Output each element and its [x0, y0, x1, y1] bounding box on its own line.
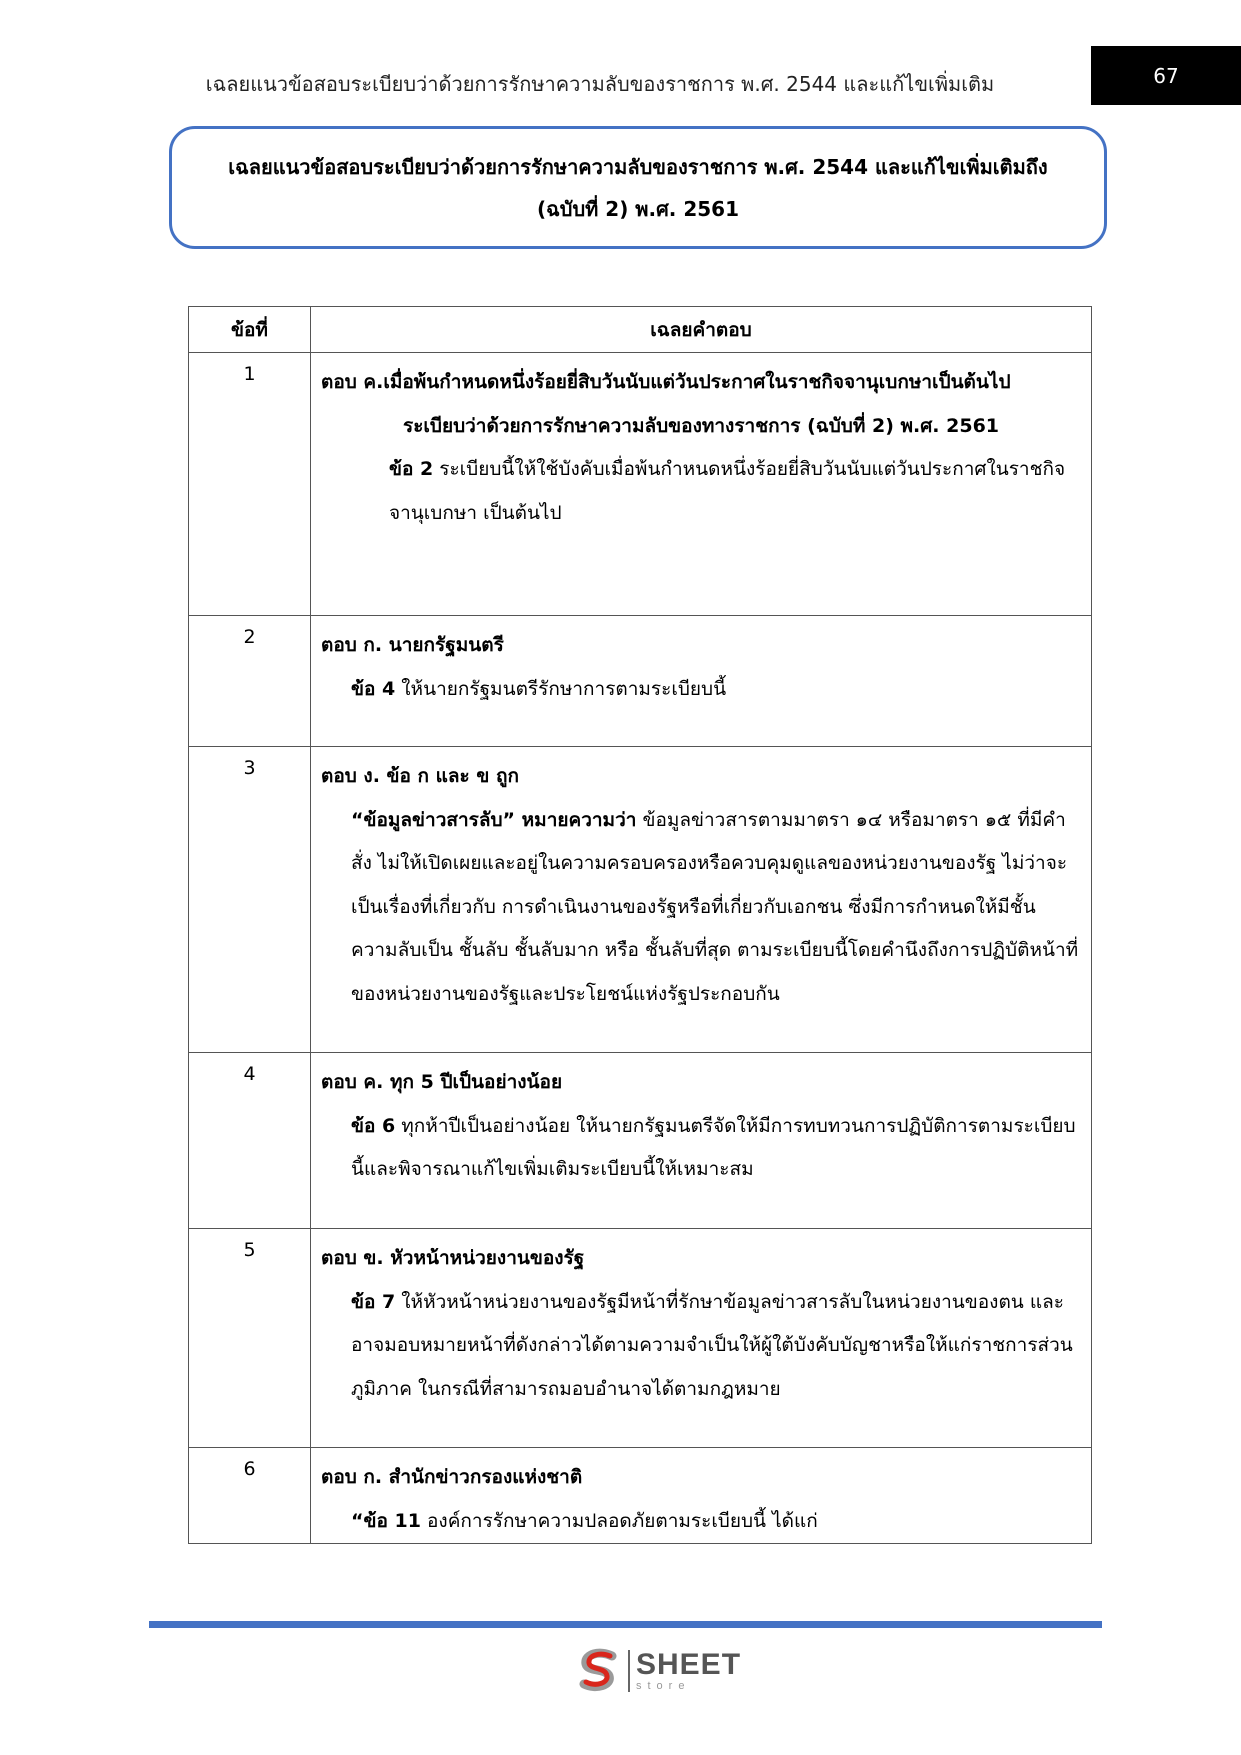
row-answer-cell [311, 1053, 1092, 1229]
table-row [189, 1448, 1092, 1544]
footer-divider [149, 1621, 1102, 1628]
explanation [321, 1281, 1081, 1412]
sheet-store-logo [576, 1647, 746, 1695]
table-row [189, 1053, 1092, 1229]
logo-separator [628, 1650, 630, 1692]
row-answer-cell [311, 1448, 1092, 1544]
page-number: 67 [1091, 46, 1241, 105]
row-number: 3 [189, 747, 311, 1053]
row-answer-cell [311, 616, 1092, 747]
running-header: เฉลยแนวข้อสอบระเบียบว่าด้วยการรักษาความลับของราชการ พ.ศ. 2544 และแก้ไขเพิ่มเติม [205, 72, 995, 96]
answer-choice: ตอบ ข. หัวหน้าหน่วยงานของรัฐ [321, 1247, 585, 1269]
clause-label: “ข้อมูลข่าวสารลับ” หมายความว่า [351, 808, 637, 831]
table-row [189, 616, 1092, 747]
table-header-row [189, 307, 1092, 353]
answer-choice: ตอบ ก. สำนักข่าวกรองแห่งชาติ [321, 1466, 583, 1488]
answer-choice: ตอบ ค. ทุก 5 ปีเป็นอย่างน้อย [321, 1071, 563, 1093]
explanation-text: ทุกห้าปีเป็นอย่างน้อย ให้นายกรัฐมนตรีจัดให้มีการทบทวนการปฏิบัติการตามระเบียบนี้และพิจารณาแก้ไขเพิ่มเติมระเบียบนี้ให้เหมาะสม [351, 1114, 1076, 1180]
logo-sub-text: store [636, 1680, 691, 1692]
logo-wordmark [636, 1650, 741, 1692]
table-row [189, 1229, 1092, 1448]
explanation-text: ข้อมูลข่าวสารตามมาตรา ๑๔ หรือมาตรา ๑๕ ที่มีคำสั่ง ไม่ให้เปิดเผยและอยู่ในความครอบครองหรือควบคุมดูแลของหน่วยงานของรัฐ ไม่ว่าจะเป็นเรื่องที่เกี่ยวกับ การดำเนินงานของรัฐหรือที่เกี่ยวกับเอกชน ซึ่งมีการกำหนดให้มีชั้นความลับเป็น ชั้นลับ ชั้นลับมาก หรือ ชั้นลับที่สุด ตามระเบียบนี้โดยคำนึงถึงการปฏิบัติหน้าที่ของหน่วยงานของรัฐและประโยชน์แห่งรัฐประกอบกัน [351, 808, 1079, 1005]
regulation-heading: ระเบียบว่าด้วยการรักษาความลับของทางราชการ (ฉบับที่ 2) พ.ศ. 2561 [402, 414, 1000, 437]
explanation-text: องค์การรักษาความปลอดภัยตามระเบียบนี้ ได้แก่ [420, 1509, 818, 1532]
explanation-text: ให้นายกรัฐมนตรีรักษาการตามระเบียบนี้ [395, 677, 727, 700]
explanation [321, 448, 1081, 535]
explanation [321, 668, 1081, 712]
clause-label: ข้อ 2 [389, 458, 434, 480]
answer-choice: ตอบ ง. ข้อ ก และ ข ถูก [321, 765, 519, 787]
row-answer-cell [311, 747, 1092, 1053]
answer-choice: ตอบ ค.เมื่อพ้นกำหนดหนึ่งร้อยยี่สิบวันนับแต่วันประกาศในราชกิจจานุเบกษาเป็นต้นไป [321, 371, 1011, 393]
header-answer: เฉลยคำตอบ [311, 307, 1092, 353]
explanation [321, 1105, 1081, 1192]
clause-label: ข้อ 11 [363, 1509, 421, 1532]
title-line-2: (ฉบับที่ 2) พ.ศ. 2561 [536, 196, 740, 221]
table-row [189, 353, 1092, 616]
explanation-text: ให้หัวหน้าหน่วยงานของรัฐมีหน้าที่รักษาข้อมูลข่าวสารลับในหน่วยงานของตน และอาจมอบหมายหน้าที่ดังกล่าวได้ตามความจำเป็นให้ผู้ใต้บังคับบัญชาหรือให้แก่ราชการส่วนภูมิภาค ในกรณีที่สามารถมอบอำนาจได้ตามกฎหมาย [351, 1290, 1073, 1400]
quote-mark: “ [351, 1509, 364, 1532]
logo-s-icon [576, 1648, 622, 1694]
row-number: 5 [189, 1229, 311, 1448]
table-row [189, 747, 1092, 1053]
explanation-text: ระเบียบนี้ให้ใช้บังคับเมื่อพ้นกำหนดหนึ่งร้อยยี่สิบวันนับแต่วันประกาศในราชกิจจานุเบกษา เป็นต้นไป [389, 458, 1066, 524]
clause-label: ข้อ 6 [351, 1114, 396, 1137]
row-answer-cell [311, 353, 1092, 616]
logo-main-text: SHEET [636, 1648, 742, 1681]
explanation [321, 799, 1081, 1017]
header-num: ข้อที่ [189, 307, 311, 353]
title-box [169, 126, 1107, 249]
answer-table [188, 306, 1092, 1544]
answer-choice: ตอบ ก. นายกรัฐมนตรี [321, 634, 504, 656]
row-number: 6 [189, 1448, 311, 1544]
explanation [321, 1500, 1081, 1544]
title-line-1: เฉลยแนวข้อสอบระเบียบว่าด้วยการรักษาความลับของราชการ พ.ศ. 2544 และแก้ไขเพิ่มเติมถึง [228, 154, 1048, 179]
clause-label: ข้อ 4 [351, 677, 396, 700]
row-number: 4 [189, 1053, 311, 1229]
row-answer-cell [311, 1229, 1092, 1448]
row-number: 2 [189, 616, 311, 747]
clause-label: ข้อ 7 [351, 1290, 396, 1313]
row-number: 1 [189, 353, 311, 616]
